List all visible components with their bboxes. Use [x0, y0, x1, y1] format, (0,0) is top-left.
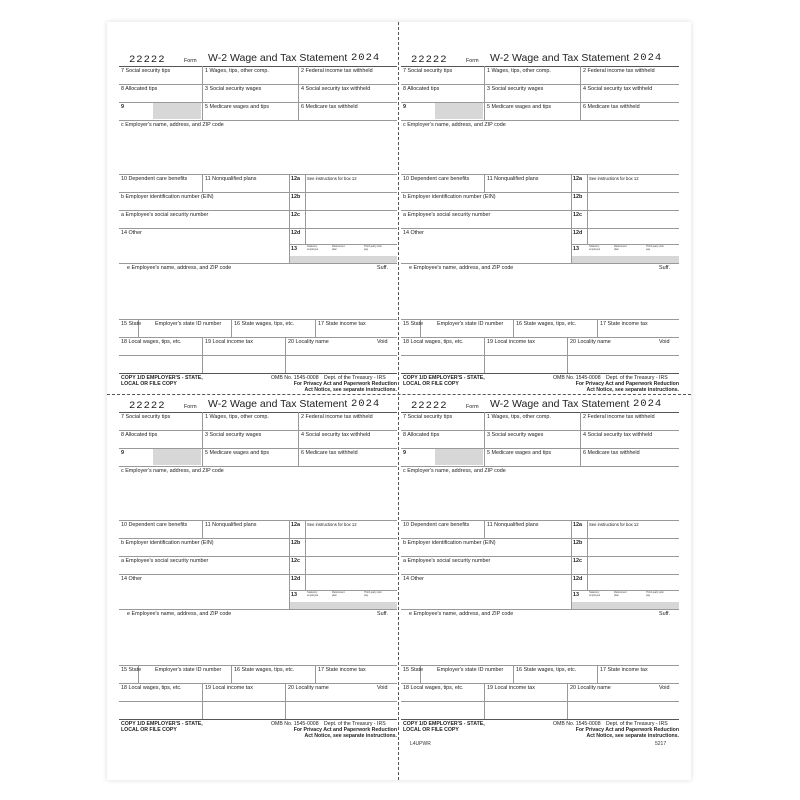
rule — [305, 520, 306, 590]
shaded-box — [572, 256, 679, 263]
vertical-perforation — [398, 22, 399, 780]
rule — [484, 683, 485, 719]
privacy-notice-line2: Act Notice, see separate instructions. — [586, 733, 679, 739]
rule — [401, 556, 679, 557]
privacy-notice-line2: Act Notice, see separate instructions. — [304, 387, 397, 393]
rule — [202, 337, 203, 373]
suffix-label: Suff. — [659, 265, 670, 271]
privacy-notice-line1: For Privacy Act and Paperwork Reduction — [293, 727, 397, 733]
box12c-label: 12c — [291, 212, 300, 218]
box13-retirement: Retirement plan — [614, 245, 627, 251]
rule — [587, 174, 588, 244]
privacy-notice-line2: Act Notice, see separate instructions. — [304, 733, 397, 739]
w2-copy-top-left — [119, 47, 397, 417]
rule — [401, 683, 679, 684]
rule — [513, 665, 514, 683]
boxc-label: c Employer's name, address, and ZIP code — [121, 122, 224, 128]
box15-id-label: Employer's state ID number — [155, 321, 222, 327]
box13-sick-pay: Third-party sick pay — [646, 591, 664, 597]
box15-id-label: Employer's state ID number — [437, 667, 504, 673]
shaded-box — [153, 103, 201, 119]
box6-label: 6 Medicare tax withheld — [583, 450, 640, 456]
void-label: Void — [659, 339, 670, 345]
box8-label: 8 Allocated tips — [403, 432, 440, 438]
form-title: W-2 Wage and Tax Statement — [208, 398, 348, 410]
box4-label: 4 Social security tax withheld — [583, 86, 653, 92]
rule — [119, 412, 397, 413]
box17-label: 17 State income tax — [600, 667, 648, 673]
rule — [289, 520, 290, 609]
box4-label: 4 Social security tax withheld — [301, 86, 371, 92]
box2-label: 2 Federal income tax withheld — [583, 414, 655, 420]
rule — [401, 665, 679, 666]
rule — [571, 520, 572, 609]
box5-label: 5 Medicare wages and tips — [487, 450, 552, 456]
copy-designation-line1: COPY 1/D EMPLOYER'S - STATE, — [121, 375, 203, 381]
suffix-label: Suff. — [377, 265, 388, 271]
rule — [202, 683, 203, 719]
box6-label: 6 Medicare tax withheld — [583, 104, 640, 110]
rule — [401, 430, 679, 431]
rule — [401, 319, 679, 320]
rule — [401, 192, 679, 193]
rule — [119, 430, 397, 431]
box16-label: 16 State wages, tips, etc. — [516, 321, 577, 327]
rule — [315, 319, 316, 337]
boxb-label: b Employer identification number (EIN) — [403, 540, 496, 546]
rule — [597, 665, 598, 683]
treasury-dept: Dept. of the Treasury - IRS — [324, 375, 386, 381]
rule — [119, 66, 397, 67]
box9-label: 9 — [403, 450, 406, 456]
rule — [305, 174, 306, 244]
boxa-label: a Employee's social security number — [403, 558, 491, 564]
box17-label: 17 State income tax — [600, 321, 648, 327]
rule — [119, 701, 397, 702]
rule — [298, 412, 299, 466]
rule — [119, 192, 397, 193]
box10-label: 10 Dependent care benefits — [121, 522, 188, 528]
suffix-label: Suff. — [659, 611, 670, 617]
box12c-label: 12c — [573, 212, 582, 218]
box19-label: 19 Local income tax — [205, 339, 253, 345]
rule — [401, 412, 679, 413]
form-title: W-2 Wage and Tax Statement — [490, 52, 630, 64]
privacy-notice-line2: Act Notice, see separate instructions. — [586, 387, 679, 393]
box12b-label: 12b — [573, 540, 583, 546]
box5-label: 5 Medicare wages and tips — [205, 104, 270, 110]
box14-label: 14 Other — [121, 576, 142, 582]
rule — [484, 337, 485, 373]
box12c-label: 12c — [573, 558, 582, 564]
rule — [289, 174, 290, 263]
rule — [513, 319, 514, 337]
boxe-label: e Employee's name, address, and ZIP code — [127, 611, 232, 617]
rule — [580, 66, 581, 120]
box15-id-label: Employer's state ID number — [155, 667, 222, 673]
box13-label: 13 — [573, 592, 579, 598]
shaded-box — [153, 449, 201, 465]
rule — [202, 412, 203, 466]
box18-label: 18 Local wages, tips, etc. — [121, 685, 182, 691]
treasury-dept: Dept. of the Treasury - IRS — [606, 721, 668, 727]
copy-designation-line2: LOCAL OR FILE COPY — [403, 727, 459, 733]
rule — [202, 66, 203, 120]
boxb-label: b Employer identification number (EIN) — [121, 540, 214, 546]
box3-label: 3 Social security wages — [205, 432, 262, 438]
box2-label: 2 Federal income tax withheld — [301, 414, 373, 420]
item-code: L4UPWR — [410, 741, 431, 747]
form-code: 22222 — [129, 400, 166, 412]
box14-label: 14 Other — [121, 230, 142, 236]
box11-label: 11 Nonqualified plans — [487, 176, 539, 182]
rule — [401, 719, 679, 720]
privacy-notice-line1: For Privacy Act and Paperwork Reduction — [575, 727, 679, 733]
boxb-label: b Employer identification number (EIN) — [403, 194, 496, 200]
privacy-notice-line1: For Privacy Act and Paperwork Reduction — [293, 381, 397, 387]
box7-label: 7 Social security tips — [121, 414, 171, 420]
sheet-number: 5217 — [655, 741, 667, 747]
rule — [119, 174, 397, 175]
box13-label: 13 — [291, 592, 297, 598]
box1-label: 1 Wages, tips, other comp. — [487, 68, 551, 74]
box16-label: 16 State wages, tips, etc. — [516, 667, 577, 673]
box12d-label: 12d — [291, 230, 301, 236]
box5-label: 5 Medicare wages and tips — [205, 450, 270, 456]
privacy-notice-line1: For Privacy Act and Paperwork Reduction — [575, 381, 679, 387]
rule — [231, 319, 232, 337]
rule — [401, 66, 679, 67]
rule — [119, 210, 397, 211]
rule — [401, 466, 679, 467]
box12b-label: 12b — [291, 194, 301, 200]
form-word: Form — [466, 404, 479, 410]
box7-label: 7 Social security tips — [121, 68, 171, 74]
box1-label: 1 Wages, tips, other comp. — [205, 414, 269, 420]
rule — [119, 520, 397, 521]
box19-label: 19 Local income tax — [487, 685, 535, 691]
box7-label: 7 Social security tips — [403, 68, 453, 74]
box18-label: 18 Local wages, tips, etc. — [121, 339, 182, 345]
box4-label: 4 Social security tax withheld — [301, 432, 371, 438]
box19-label: 19 Local income tax — [205, 685, 253, 691]
form-year: 2024 — [633, 398, 663, 410]
rule — [202, 174, 203, 192]
boxe-label: e Employee's name, address, and ZIP code — [127, 265, 232, 271]
box17-label: 17 State income tax — [318, 667, 366, 673]
treasury-dept: Dept. of the Treasury - IRS — [606, 375, 668, 381]
w2-copy-bottom-left — [119, 393, 397, 763]
rule — [231, 665, 232, 683]
box2-label: 2 Federal income tax withheld — [301, 68, 373, 74]
box20-label: 20 Locality name — [570, 339, 611, 345]
treasury-dept: Dept. of the Treasury - IRS — [324, 721, 386, 727]
rule — [597, 319, 598, 337]
rule — [484, 66, 485, 120]
rule — [119, 337, 397, 338]
form-title: W-2 Wage and Tax Statement — [490, 398, 630, 410]
box20-label: 20 Locality name — [570, 685, 611, 691]
w2-copy-bottom-right — [401, 393, 679, 763]
box12a-label: 12a — [573, 176, 582, 182]
rule — [401, 210, 679, 211]
shaded-box — [435, 103, 483, 119]
rule — [401, 174, 679, 175]
box14-label: 14 Other — [403, 576, 424, 582]
box20-label: 20 Locality name — [288, 685, 329, 691]
rule — [285, 683, 286, 719]
box6-label: 6 Medicare tax withheld — [301, 450, 358, 456]
box13-retirement: Retirement plan — [332, 245, 345, 251]
rule — [401, 701, 679, 702]
omb-number: OMB No. 1545-0008 — [553, 375, 601, 381]
rule — [298, 66, 299, 120]
form-year: 2024 — [633, 52, 663, 64]
rule — [315, 665, 316, 683]
rule — [401, 337, 679, 338]
copy-designation-line1: COPY 1/D EMPLOYER'S - STATE, — [403, 375, 485, 381]
rule — [401, 355, 679, 356]
box13-sick-pay: Third-party sick pay — [646, 245, 664, 251]
suffix-label: Suff. — [377, 611, 388, 617]
box19-label: 19 Local income tax — [487, 339, 535, 345]
form-year: 2024 — [351, 398, 381, 410]
form-title: W-2 Wage and Tax Statement — [208, 52, 348, 64]
copy-designation-line2: LOCAL OR FILE COPY — [403, 381, 459, 387]
shaded-box — [290, 602, 397, 609]
rule — [119, 373, 397, 374]
box10-label: 10 Dependent care benefits — [121, 176, 188, 182]
box13-label: 13 — [291, 246, 297, 252]
rule — [401, 373, 679, 374]
box13-retirement: Retirement plan — [614, 591, 627, 597]
rule — [119, 120, 397, 121]
box13-statutory: Statutory employee — [307, 245, 319, 251]
box1-label: 1 Wages, tips, other comp. — [205, 68, 269, 74]
box8-label: 8 Allocated tips — [121, 432, 158, 438]
rule — [285, 337, 286, 373]
rule — [401, 84, 679, 85]
boxa-label: a Employee's social security number — [121, 212, 209, 218]
form-word: Form — [184, 58, 197, 64]
boxb-label: b Employer identification number (EIN) — [121, 194, 214, 200]
rule — [119, 263, 397, 264]
box12-note: See instructions for box 12 — [589, 176, 639, 181]
box9-label: 9 — [121, 104, 124, 110]
box1-label: 1 Wages, tips, other comp. — [487, 414, 551, 420]
box12b-label: 12b — [573, 194, 583, 200]
box16-label: 16 State wages, tips, etc. — [234, 321, 295, 327]
rule — [119, 319, 397, 320]
box12a-label: 12a — [291, 176, 300, 182]
box15-label: 15 State — [121, 321, 142, 327]
box15-label: 15 State — [403, 321, 424, 327]
box13-statutory: Statutory employee — [307, 591, 319, 597]
boxa-label: a Employee's social security number — [403, 212, 491, 218]
rule — [567, 683, 568, 719]
box13-statutory: Statutory employee — [589, 591, 601, 597]
box12-note: See instructions for box 12 — [307, 522, 357, 527]
box13-retirement: Retirement plan — [332, 591, 345, 597]
void-label: Void — [377, 685, 388, 691]
rule — [119, 683, 397, 684]
box15-label: 15 State — [121, 667, 142, 673]
box13-label: 13 — [573, 246, 579, 252]
shaded-box — [435, 449, 483, 465]
box18-label: 18 Local wages, tips, etc. — [403, 685, 464, 691]
copy-designation-line1: COPY 1/D EMPLOYER'S - STATE, — [403, 721, 485, 727]
box8-label: 8 Allocated tips — [121, 86, 158, 92]
rule — [571, 174, 572, 263]
rule — [119, 609, 397, 610]
form-word: Form — [466, 58, 479, 64]
box3-label: 3 Social security wages — [205, 86, 262, 92]
rule — [119, 719, 397, 720]
rule — [580, 412, 581, 466]
copy-designation-line2: LOCAL OR FILE COPY — [121, 727, 177, 733]
box14-label: 14 Other — [403, 230, 424, 236]
box17-label: 17 State income tax — [318, 321, 366, 327]
boxc-label: c Employer's name, address, and ZIP code — [403, 122, 506, 128]
box11-label: 11 Nonqualified plans — [205, 176, 257, 182]
rule — [119, 538, 397, 539]
rule — [119, 228, 397, 229]
omb-number: OMB No. 1545-0008 — [271, 721, 319, 727]
box9-label: 9 — [121, 450, 124, 456]
box12-note: See instructions for box 12 — [589, 522, 639, 527]
omb-number: OMB No. 1545-0008 — [271, 375, 319, 381]
boxc-label: c Employer's name, address, and ZIP code — [121, 468, 224, 474]
box4-label: 4 Social security tax withheld — [583, 432, 653, 438]
box5-label: 5 Medicare wages and tips — [487, 104, 552, 110]
rule — [119, 556, 397, 557]
box12d-label: 12d — [291, 576, 301, 582]
w2-copy-top-right — [401, 47, 679, 417]
boxe-label: e Employee's name, address, and ZIP code — [409, 265, 514, 271]
box11-label: 11 Nonqualified plans — [205, 522, 257, 528]
box7-label: 7 Social security tips — [403, 414, 453, 420]
box8-label: 8 Allocated tips — [403, 86, 440, 92]
form-year: 2024 — [351, 52, 381, 64]
copy-designation-line2: LOCAL OR FILE COPY — [121, 381, 177, 387]
rule — [119, 355, 397, 356]
rule — [567, 337, 568, 373]
box2-label: 2 Federal income tax withheld — [583, 68, 655, 74]
rule — [401, 120, 679, 121]
box13-sick-pay: Third-party sick pay — [364, 591, 382, 597]
rule — [401, 263, 679, 264]
rule — [119, 665, 397, 666]
box16-label: 16 State wages, tips, etc. — [234, 667, 295, 673]
boxc-label: c Employer's name, address, and ZIP code — [403, 468, 506, 474]
box18-label: 18 Local wages, tips, etc. — [403, 339, 464, 345]
box12a-label: 12a — [573, 522, 582, 528]
rule — [484, 412, 485, 466]
form-code: 22222 — [411, 54, 448, 66]
box9-label: 9 — [403, 104, 406, 110]
rule — [401, 609, 679, 610]
boxe-label: e Employee's name, address, and ZIP code — [409, 611, 514, 617]
shaded-box — [290, 256, 397, 263]
rule — [202, 520, 203, 538]
boxa-label: a Employee's social security number — [121, 558, 209, 564]
box10-label: 10 Dependent care benefits — [403, 176, 470, 182]
omb-number: OMB No. 1545-0008 — [553, 721, 601, 727]
copy-designation-line1: COPY 1/D EMPLOYER'S - STATE, — [121, 721, 203, 727]
box12a-label: 12a — [291, 522, 300, 528]
rule — [119, 574, 397, 575]
void-label: Void — [377, 339, 388, 345]
rule — [401, 538, 679, 539]
box15-id-label: Employer's state ID number — [437, 321, 504, 327]
rule — [484, 520, 485, 538]
box13-sick-pay: Third-party sick pay — [364, 245, 382, 251]
rule — [119, 84, 397, 85]
rule — [119, 466, 397, 467]
box20-label: 20 Locality name — [288, 339, 329, 345]
box10-label: 10 Dependent care benefits — [403, 522, 470, 528]
shaded-box — [572, 602, 679, 609]
box12d-label: 12d — [573, 576, 583, 582]
box12c-label: 12c — [291, 558, 300, 564]
form-code: 22222 — [411, 400, 448, 412]
rule — [401, 520, 679, 521]
rule — [587, 520, 588, 590]
box3-label: 3 Social security wages — [487, 432, 544, 438]
box15-label: 15 State — [403, 667, 424, 673]
box12d-label: 12d — [573, 230, 583, 236]
form-word: Form — [184, 404, 197, 410]
rule — [484, 174, 485, 192]
box12-note: See instructions for box 12 — [307, 176, 357, 181]
box12b-label: 12b — [291, 540, 301, 546]
box13-statutory: Statutory employee — [589, 245, 601, 251]
rule — [401, 574, 679, 575]
rule — [401, 228, 679, 229]
void-label: Void — [659, 685, 670, 691]
box6-label: 6 Medicare tax withheld — [301, 104, 358, 110]
box11-label: 11 Nonqualified plans — [487, 522, 539, 528]
box3-label: 3 Social security wages — [487, 86, 544, 92]
form-code: 22222 — [129, 54, 166, 66]
